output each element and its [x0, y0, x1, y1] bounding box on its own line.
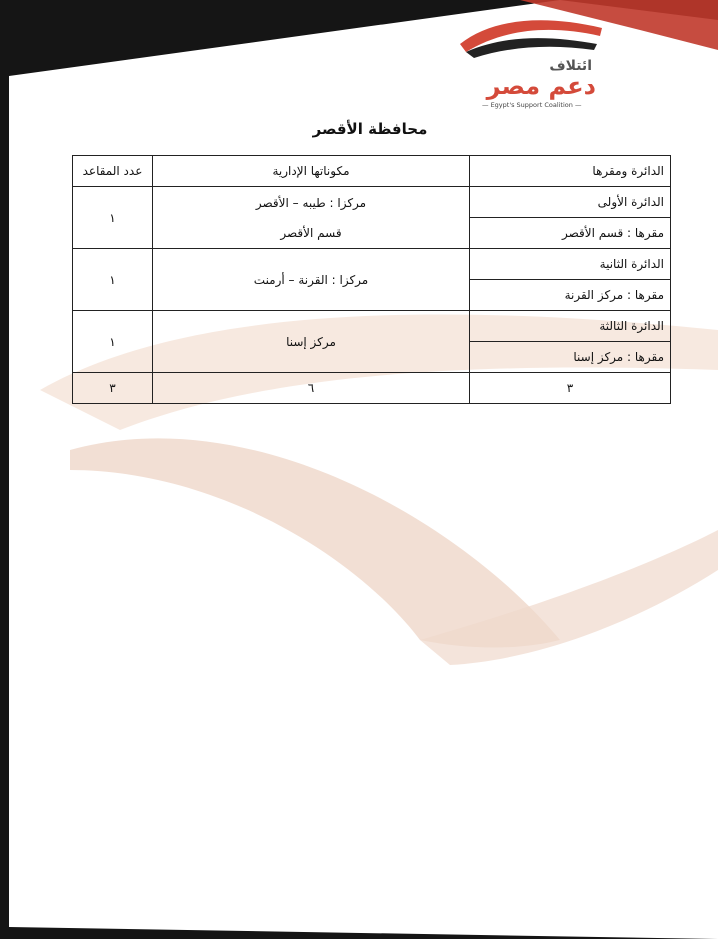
coalition-logo: [452, 14, 622, 108]
circuit-name: الدائرة الثالثة: [470, 311, 671, 342]
components-cell: [153, 187, 470, 249]
logo-wave-icon: [452, 14, 622, 64]
seats-cell: ١: [73, 249, 153, 311]
table-row: [73, 249, 671, 280]
logo-main-text: دعم مصر: [486, 72, 596, 100]
component-line: مركز إسنا: [286, 334, 336, 349]
header-seats: عدد المقاعد: [73, 156, 153, 187]
component-line: مركزا : طيبه – الأقصر: [255, 195, 367, 210]
circuit-hq: مقرها : مركز القرنة: [470, 280, 671, 311]
component-line: مركزا : القرنة – أرمنت: [253, 272, 369, 287]
table-row: [73, 187, 671, 218]
components-cell: [153, 311, 470, 373]
header-circuit: الدائرة ومقرها: [470, 156, 671, 187]
total-circuits: ٣: [470, 373, 671, 404]
logo-top-text: ائتلاف: [549, 58, 592, 74]
circuit-name: الدائرة الأولى: [470, 187, 671, 218]
header-components: مكوناتها الإدارية: [153, 156, 470, 187]
circuits-table: [72, 155, 671, 404]
circuit-hq: مقرها : قسم الأقصر: [470, 218, 671, 249]
total-components: ٦: [153, 373, 470, 404]
logo-subtitle: — Egypt's Support Coalition —: [482, 101, 582, 109]
circuit-hq: مقرها : مركز إسنا: [470, 342, 671, 373]
circuit-name: الدائرة الثانية: [470, 249, 671, 280]
seats-cell: ١: [73, 187, 153, 249]
seats-cell: ١: [73, 311, 153, 373]
page-title: محافظة الأقصر: [312, 120, 428, 138]
totals-row: [73, 373, 671, 404]
table-header-row: [73, 156, 671, 187]
total-seats: ٣: [73, 373, 153, 404]
components-cell: [153, 249, 470, 311]
table-row: [73, 311, 671, 342]
component-line: قسم الأقصر: [280, 225, 342, 240]
